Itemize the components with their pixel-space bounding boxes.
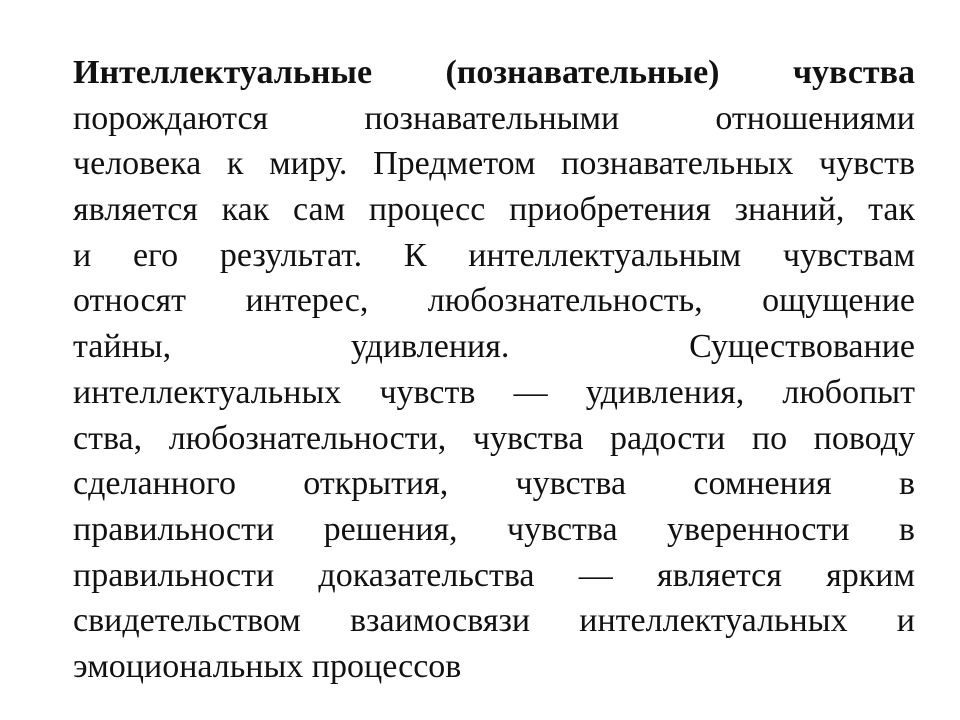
text-line: является как сам процесс приобретения знаний, так (73, 191, 915, 229)
text-line: тайны, удивления. Существование (73, 328, 915, 366)
body-text (73, 50, 915, 690)
text-line: ства, любознательности, чувства радости по поводу (73, 419, 915, 457)
text-line: эмоциональных процессов (73, 647, 462, 685)
text-line: правильности решения, чувства уверенности в (73, 510, 915, 548)
text-line: интеллектуальных чувств — удивления, любопыт (73, 373, 915, 411)
text-line: свидетельством взаимосвязи интеллектуальных и (73, 602, 915, 640)
text-line: порождаются познавательными отношениями (73, 99, 915, 137)
text-line: правильности доказательства — является ярким (73, 556, 915, 594)
text-line: человека к миру. Предметом познавательных чувств (73, 145, 915, 183)
text-line-heading: Интеллектуальные (познавательные) чувства (73, 54, 915, 91)
text-line: и его результат. К интеллектуальным чувствам (73, 236, 915, 274)
text-line: относят интерес, любознательность, ощущение (73, 282, 915, 320)
text-line: сделанного открытия, чувства сомнения в (73, 465, 915, 503)
